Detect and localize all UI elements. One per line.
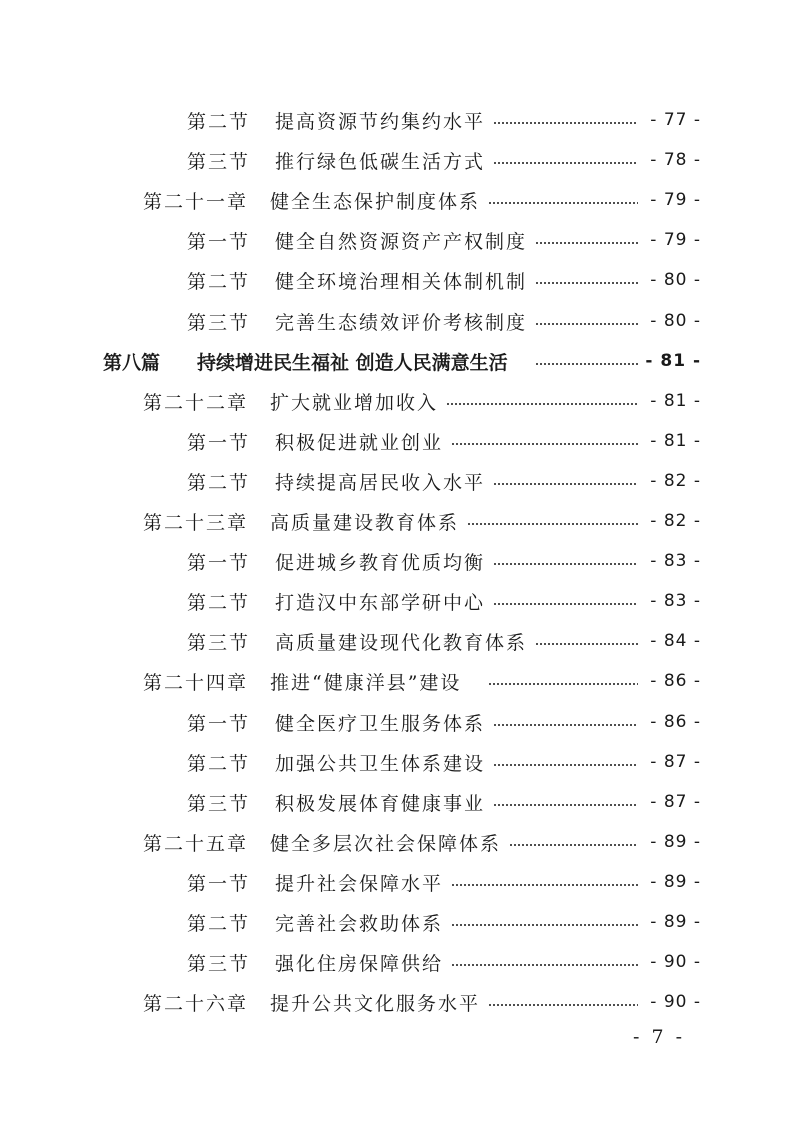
- toc-entry-title: 健全环境治理相关体制机制: [275, 270, 528, 293]
- toc-entry[interactable]: [0, 145, 793, 175]
- toc-entry[interactable]: [0, 386, 793, 416]
- toc-entry-title: 健全多层次社会保障体系: [270, 832, 502, 855]
- dot-leader: [488, 683, 638, 685]
- toc-entry[interactable]: [0, 707, 793, 737]
- dot-leader: [488, 1004, 638, 1006]
- toc-entry-label: 第二节: [187, 912, 251, 935]
- dot-leader: [509, 844, 638, 846]
- toc-entry-label: 第三节: [187, 311, 251, 334]
- toc-entry-label: 第二节: [187, 591, 251, 614]
- toc-entry-title: 提升公共文化服务水平: [270, 992, 481, 1015]
- toc-entry[interactable]: [0, 987, 793, 1017]
- toc-entry-title: 强化住房保障供给: [275, 952, 444, 975]
- dot-leader: [488, 202, 638, 204]
- toc-entry[interactable]: [0, 346, 793, 376]
- toc-entry-label: 第一节: [187, 551, 251, 574]
- toc-entry-title: 完善生态绩效评价考核制度: [275, 311, 528, 334]
- toc-entry-label: 第一节: [187, 431, 251, 454]
- toc-entry-label: 第二十五章: [143, 832, 249, 855]
- dot-leader: [535, 363, 639, 365]
- toc-entry[interactable]: [0, 546, 793, 576]
- dot-leader: [451, 884, 638, 886]
- toc-entry[interactable]: [0, 666, 793, 696]
- toc-entry-title: 打造汉中东部学研中心: [275, 591, 486, 614]
- dot-leader: [493, 483, 638, 485]
- toc-entry-title: 持续提高居民收入水平: [275, 471, 486, 494]
- toc-entry-label: 第一节: [187, 230, 251, 253]
- toc-entry-label: 第二节: [187, 270, 251, 293]
- toc-entry-page: - 86 -: [650, 712, 701, 732]
- toc-entry-page: - 79 -: [650, 230, 701, 250]
- toc-entry-title: 健全医疗卫生服务体系: [275, 712, 486, 735]
- toc-entry-label: 第二十三章: [143, 511, 249, 534]
- toc-entry-label: 第一节: [187, 872, 251, 895]
- toc-entry-label: 第八篇: [103, 351, 161, 374]
- toc-entry-label: 第三节: [187, 792, 251, 815]
- toc-entry-title: 高质量建设现代化教育体系: [275, 631, 528, 654]
- toc-entry[interactable]: [0, 466, 793, 496]
- toc-entry[interactable]: [0, 907, 793, 937]
- dot-leader: [493, 162, 638, 164]
- toc-entry-page: - 90 -: [650, 952, 701, 972]
- toc-entry-page: - 81 -: [650, 431, 701, 451]
- toc-entry[interactable]: [0, 506, 793, 536]
- toc-entry[interactable]: [0, 265, 793, 295]
- toc-entry-title: 完善社会救助体系: [275, 912, 444, 935]
- toc-entry-title: 推行绿色低碳生活方式: [275, 150, 486, 173]
- toc-entry-title: 提升社会保障水平: [275, 872, 444, 895]
- toc-entry-title: 健全生态保护制度体系: [270, 190, 481, 213]
- dot-leader: [493, 804, 638, 806]
- toc-entry[interactable]: [0, 225, 793, 255]
- toc-entry-title: 积极发展体育健康事业: [275, 792, 486, 815]
- dot-leader: [493, 563, 638, 565]
- toc-entry-label: 第一节: [187, 712, 251, 735]
- toc-entry-label: 第二十四章: [143, 671, 249, 694]
- toc-entry-page: - 81 -: [645, 351, 701, 371]
- dot-leader: [535, 282, 638, 284]
- toc-entry[interactable]: [0, 426, 793, 456]
- toc-entry-title: 促进城乡教育优质均衡: [275, 551, 486, 574]
- toc-entry-label: 第三节: [187, 150, 251, 173]
- dot-leader: [535, 643, 638, 645]
- toc-entry-page: - 81 -: [650, 391, 701, 411]
- dot-leader: [535, 323, 638, 325]
- toc-entry-page: - 86 -: [650, 671, 701, 691]
- toc-entry[interactable]: [0, 867, 793, 897]
- toc-entry-label: 第二十二章: [143, 391, 249, 414]
- toc-entry-page: - 90 -: [650, 992, 701, 1012]
- toc-entry[interactable]: [0, 586, 793, 616]
- dot-leader: [493, 122, 638, 124]
- toc-entry-page: - 80 -: [650, 270, 701, 290]
- page-number: - 7 -: [633, 1026, 686, 1048]
- toc-entry[interactable]: [0, 947, 793, 977]
- toc-entry-title: 健全自然资源资产产权制度: [275, 230, 528, 253]
- toc-entry[interactable]: [0, 827, 793, 857]
- toc-entry-page: - 89 -: [650, 912, 701, 932]
- toc-entry-page: - 80 -: [650, 311, 701, 331]
- toc-entry[interactable]: [0, 747, 793, 777]
- toc-entry-page: - 82 -: [650, 511, 701, 531]
- dot-leader: [493, 603, 638, 605]
- toc-entry-label: 第二十一章: [143, 190, 249, 213]
- toc-entry-label: 第二十六章: [143, 992, 249, 1015]
- dot-leader: [451, 964, 638, 966]
- toc-entry[interactable]: [0, 626, 793, 656]
- toc-entry-title: 高质量建设教育体系: [270, 511, 460, 534]
- toc-entry[interactable]: [0, 185, 793, 215]
- toc-entry-label: 第三节: [187, 952, 251, 975]
- toc-entry-page: - 89 -: [650, 832, 701, 852]
- toc-entry-page: - 77 -: [650, 110, 701, 130]
- dot-leader: [451, 443, 638, 445]
- dot-leader: [467, 523, 638, 525]
- toc-entry-title: 扩大就业增加收入: [270, 391, 439, 414]
- toc-entry-label: 第三节: [187, 631, 251, 654]
- dot-leader: [493, 764, 638, 766]
- toc-entry[interactable]: [0, 787, 793, 817]
- toc-entry-label: 第二节: [187, 752, 251, 775]
- dot-leader: [493, 724, 638, 726]
- toc-entry-page: - 79 -: [650, 190, 701, 210]
- toc-entry-page: - 89 -: [650, 872, 701, 892]
- toc-entry-title: 提高资源节约集约水平: [275, 110, 486, 133]
- toc-entry-page: - 83 -: [650, 551, 701, 571]
- toc-entry-title: 推进“健康洋县”建设: [270, 671, 462, 694]
- toc-entry-page: - 84 -: [650, 631, 701, 651]
- dot-leader: [446, 403, 638, 405]
- toc-entry-page: - 87 -: [650, 752, 701, 772]
- dot-leader: [535, 242, 638, 244]
- toc-entry-title: 加强公共卫生体系建设: [275, 752, 486, 775]
- toc-entry-label: 第二节: [187, 471, 251, 494]
- toc-entry-page: - 83 -: [650, 591, 701, 611]
- toc-entry-page: - 82 -: [650, 471, 701, 491]
- toc-entry-label: 第二节: [187, 110, 251, 133]
- toc-entry-title: 积极促进就业创业: [275, 431, 444, 454]
- dot-leader: [451, 924, 638, 926]
- toc-entry[interactable]: [0, 306, 793, 336]
- toc-entry-page: - 78 -: [650, 150, 701, 170]
- toc-entry-page: - 87 -: [650, 792, 701, 812]
- toc-entry[interactable]: [0, 105, 793, 135]
- toc-entry-title: 持续增进民生福祉 创造人民满意生活: [197, 351, 508, 374]
